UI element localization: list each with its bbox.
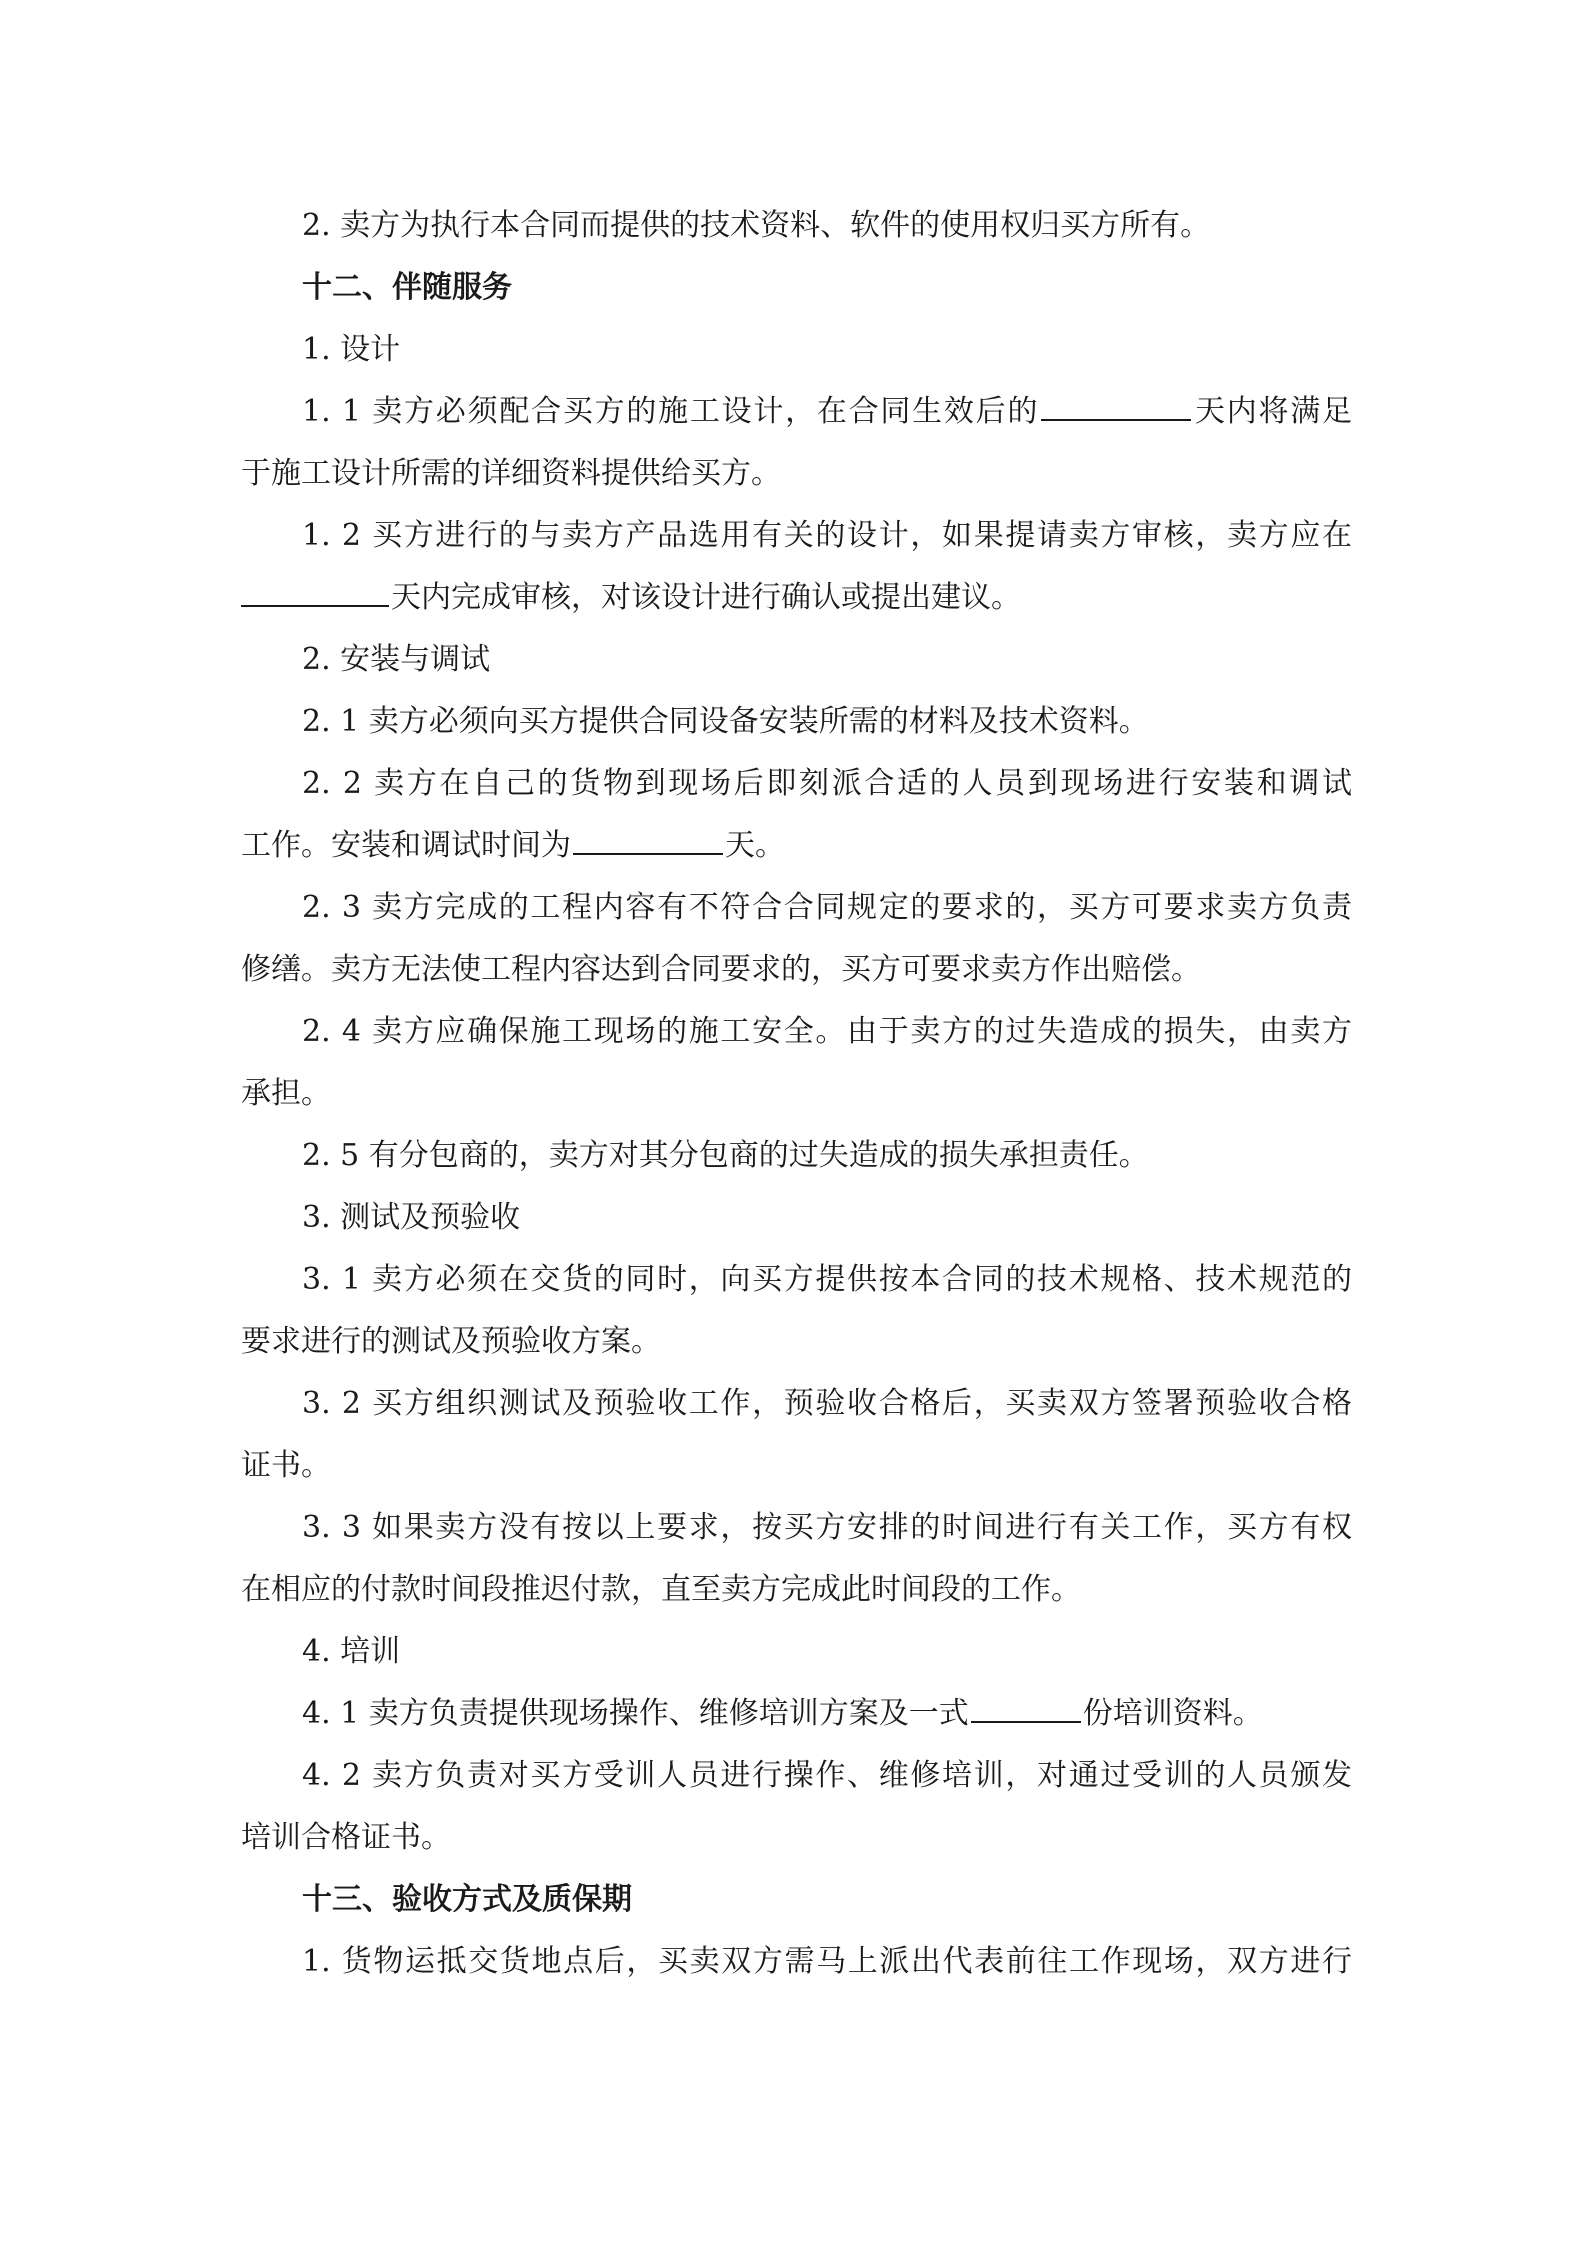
subsection-install: 2. 安装与调试 [302,642,491,677]
clause-3-3-line1: 3. 3 如果卖方没有按以上要求，按买方安排的时间进行有关工作，买方有权 [302,1510,1352,1545]
subsection-design: 1. 设计 [302,332,401,367]
clause-3-1-line1: 3. 1 卖方必须在交货的同时，向买方提供按本合同的技术规格、技术规范的 [302,1262,1352,1297]
clause-3-2-line2: 证书。 [241,1448,331,1483]
clause-2-5: 2. 5 有分包商的，卖方对其分包商的过失造成的损失承担责任。 [302,1138,1149,1173]
clause-4-2-line1: 4. 2 卖方负责对买方受训人员进行操作、维修培训，对通过受训的人员颁发 [302,1758,1352,1793]
clause-2-4-line1: 2. 4 卖方应确保施工现场的施工安全。由于卖方的过失造成的损失，由卖方 [302,1014,1352,1049]
clause-2-3-line2: 修缮。卖方无法使工程内容达到合同要求的，买方可要求卖方作出赔偿。 [241,952,1201,987]
clause-1-1-line1: 1. 1 卖方必须配合买方的施工设计，在合同生效后的 天内将满足 [302,381,1352,443]
clause-2-2-line2: 工作。安装和调试时间为 天。 [241,815,1351,877]
clause-3-1-line2: 要求进行的测试及预验收方案。 [241,1324,661,1359]
fill-blank-copies[interactable] [971,1687,1081,1723]
clause-2-4-line2: 承担。 [241,1076,331,1111]
clause-2-1: 2. 1 卖方必须向买方提供合同设备安装所需的材料及技术资料。 [302,704,1149,739]
paragraph-ownership: 2. 卖方为执行本合同而提供的技术资料、软件的使用权归买方所有。 [302,208,1211,243]
clause-1-2-line1: 1. 2 买方进行的与卖方产品选用有关的设计，如果提请卖方审核，卖方应在 [302,518,1352,553]
fill-blank-days-2[interactable] [241,571,389,607]
clause-3-3-line2: 在相应的付款时间段推迟付款，直至卖方完成此时间段的工作。 [241,1572,1081,1607]
clause-3-2-line1: 3. 2 买方组织测试及预验收工作，预验收合格后，买卖双方签署预验收合格 [302,1386,1352,1421]
clause-13-1-line1: 1. 货物运抵交货地点后，买卖双方需马上派出代表前往工作现场，双方进行 [302,1944,1352,1979]
clause-2-3-line1: 2. 3 卖方完成的工程内容有不符合合同规定的要求的，买方可要求卖方负责 [302,890,1352,925]
clause-1-1-line2: 于施工设计所需的详细资料提供给买方。 [241,456,781,491]
clause-4-2-line2: 培训合格证书。 [241,1820,451,1855]
subsection-training: 4. 培训 [302,1634,401,1669]
clause-2-2-line1: 2. 2 卖方在自己的货物到现场后即刻派合适的人员到现场进行安装和调试 [302,766,1352,801]
clause-1-2-line2: 天内完成审核，对该设计进行确认或提出建议。 [241,567,1351,629]
section-heading-13: 十三、验收方式及质保期 [302,1882,632,1917]
section-heading-12: 十二、伴随服务 [302,270,512,305]
fill-blank-install-days[interactable] [573,819,723,855]
fill-blank-days-1[interactable] [1041,385,1191,421]
clause-4-1: 4. 1 卖方负责提供现场操作、维修培训方案及一式 份培训资料。 [302,1683,1352,1745]
subsection-testing: 3. 测试及预验收 [302,1200,521,1235]
